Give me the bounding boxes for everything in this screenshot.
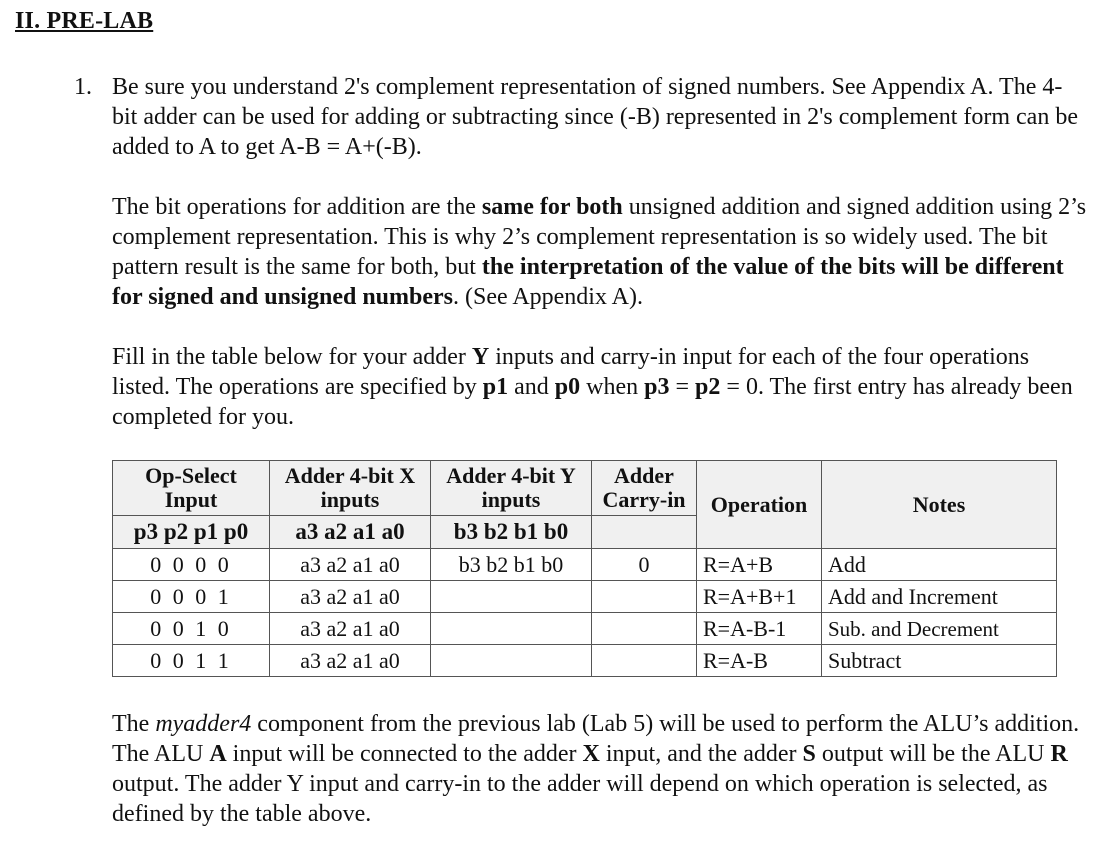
header-y-inputs: Adder 4-bit Y inputs: [431, 461, 592, 516]
list-item-number: 1.: [74, 74, 92, 100]
cell-operation: R=A-B-1: [697, 613, 822, 645]
cell-operation: R=A+B+1: [697, 581, 822, 613]
cell-notes: Add and Increment: [822, 581, 1057, 613]
header-carry-in: Adder Carry-in: [592, 461, 697, 516]
operation-table: [112, 460, 1057, 677]
cell-operation: R=A-B: [697, 645, 822, 677]
subheader-opselect: p3 p2 p1 p0: [113, 516, 270, 549]
section-title: II. PRE-LAB: [15, 8, 154, 34]
subheader-carry-in: [592, 516, 697, 549]
subheader-y-inputs: b3 b2 b1 b0: [431, 516, 592, 549]
cell-x-inputs: a3 a2 a1 a0: [270, 645, 431, 677]
cell-opselect: 0 0 0 0: [113, 549, 270, 581]
cell-x-inputs: a3 a2 a1 a0: [270, 549, 431, 581]
paragraph-bit-operations: The bit operations for addition are the same for both unsigned addition and signed addition using 2’s complement representation. This is why 2’s complement representation is so widely used. The bit pattern result is the same for both, but the interpretation of the value of the bits will be different for signed and unsigned numbers. (See Appendix A).: [112, 194, 1087, 310]
table-row: [113, 645, 1057, 677]
cell-operation: R=A+B: [697, 549, 822, 581]
emphasis-same-for-both: same for both: [481, 194, 623, 220]
cell-notes: Sub. and Decrement: [822, 613, 1057, 645]
cell-opselect: 0 0 1 1: [113, 645, 270, 677]
component-name: myadder4: [155, 711, 252, 737]
table-row: [113, 613, 1057, 645]
cell-carry-in[interactable]: [592, 613, 697, 645]
cell-x-inputs: a3 a2 a1 a0: [270, 613, 431, 645]
header-x-inputs: Adder 4-bit X inputs: [270, 461, 431, 516]
emphasis-interpretation: the interpretation of the value of the bits will be different for signed and unsigned numbers: [112, 254, 1064, 310]
cell-carry-in[interactable]: [592, 581, 697, 613]
cell-y-inputs[interactable]: [431, 581, 592, 613]
cell-opselect: 0 0 1 0: [113, 613, 270, 645]
cell-opselect: 0 0 0 1: [113, 581, 270, 613]
table-row: [113, 549, 1057, 581]
cell-carry-in[interactable]: 0: [592, 549, 697, 581]
header-opselect: Op-Select Input: [113, 461, 270, 516]
table-header-row: [113, 461, 1057, 516]
cell-y-inputs[interactable]: b3 b2 b1 b0: [431, 549, 592, 581]
table-row: [113, 581, 1057, 613]
cell-notes: Add: [822, 549, 1057, 581]
paragraph-myadder4-description: The myadder4 component from the previous lab (Lab 5) will be used to perform the ALU’s addition. The ALU A input will be connected to the adder X input, and the adder S output will be the ALU R output. The adder Y input and carry-in to the adder will depend on which operation is selected, as defined by the table above.: [112, 711, 1080, 827]
paragraph-fill-table-instructions: Fill in the table below for your adder Y inputs and carry-in input for each of the four operations listed. The operations are specified by p1 and p0 when p3 = p2 = 0. The first entry has already been completed for you.: [112, 344, 1073, 430]
cell-x-inputs: a3 a2 a1 a0: [270, 581, 431, 613]
cell-y-inputs[interactable]: [431, 613, 592, 645]
cell-carry-in[interactable]: [592, 645, 697, 677]
cell-notes: Subtract: [822, 645, 1057, 677]
paragraph-twos-complement: Be sure you understand 2's complement representation of signed numbers. See Appendix A. The 4-bit adder can be used for adding or subtracting since (-B) represented in 2's complement form can be added to A to get A-B = A+(-B).: [112, 74, 1078, 160]
cell-y-inputs[interactable]: [431, 645, 592, 677]
subheader-x-inputs: a3 a2 a1 a0: [270, 516, 431, 549]
header-notes: Notes: [822, 461, 1057, 549]
header-operation: Operation: [697, 461, 822, 549]
